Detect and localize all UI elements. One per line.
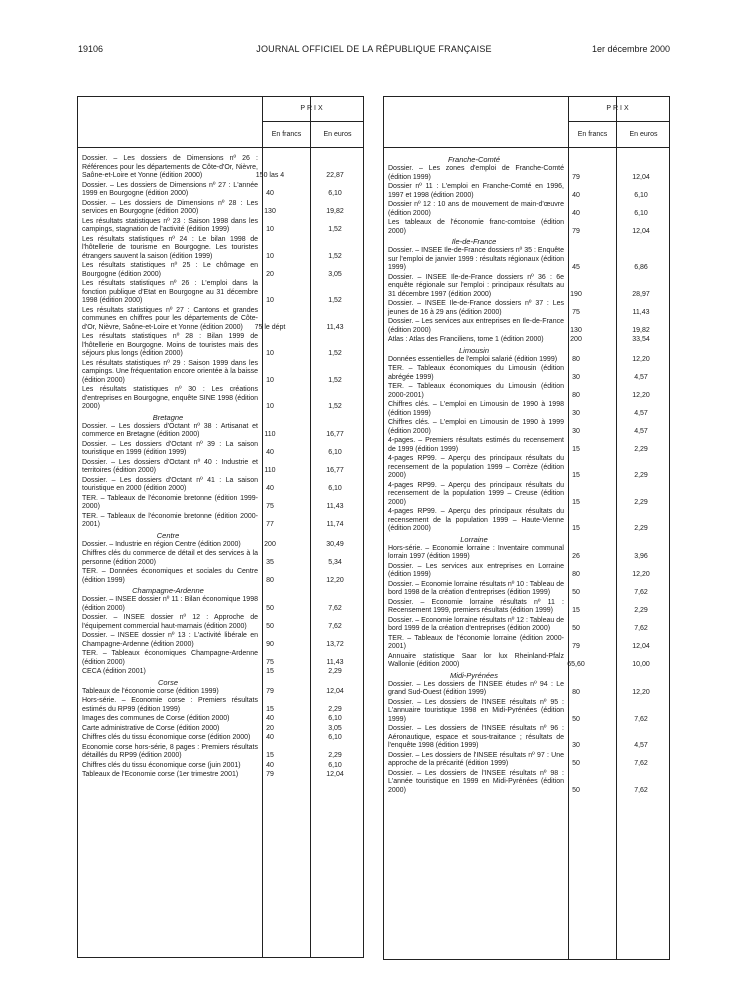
price-francs: 40 — [572, 191, 580, 199]
price-euros: 7,62 — [634, 589, 648, 596]
price-euros: 4,57 — [634, 409, 648, 417]
price-euros: 4,57 — [634, 427, 648, 435]
section-heading: Ile-de-France — [451, 237, 497, 246]
price-francs: 15 — [572, 525, 580, 532]
table-row — [78, 182, 363, 199]
price-francs: 190 — [570, 290, 582, 298]
price-euros: 7,62 — [328, 622, 342, 630]
table-row — [78, 386, 363, 412]
publication-title: Dossier. – Les dossiers de l'INSEE études nº 94 : Le grand Sud-Ouest (édition 1999) — [388, 680, 564, 696]
price-euros: 11,43 — [326, 323, 344, 331]
table-row — [384, 482, 669, 508]
publication-title: Tableaux de l'Economie corse (1er trimestre 2001) — [82, 771, 239, 778]
price-francs: 30 — [572, 373, 580, 381]
table-row — [384, 401, 669, 418]
page-header — [78, 44, 670, 56]
price-euros: 2,29 — [634, 498, 648, 506]
table-row — [78, 596, 363, 613]
table-row — [384, 681, 669, 698]
publication-title: Dossier. – INSEE Ile-de-France dossiers nº 37 : Les jeunes de 16 à 29 ans (édition 2000) — [388, 300, 564, 316]
publication-title: Dossier. – INSEE Ile-de-France dossiers nº 35 : Enquête sur l'emploi de janvier 1999 : résultats régionaux (édition 1999) — [388, 247, 564, 271]
price-euros: 3,05 — [328, 270, 342, 278]
price-euros: 7,62 — [328, 604, 342, 612]
price-francs: 50 — [266, 622, 274, 630]
table-row — [78, 725, 363, 734]
table-row — [78, 513, 363, 530]
price-francs: 40 — [266, 449, 274, 456]
table-row — [78, 632, 363, 649]
publication-title: Dossier. – Les services aux entreprises en Lorraine (édition 1999) — [388, 562, 564, 578]
table-row — [78, 200, 363, 217]
price-euros: 12,04 — [632, 227, 650, 235]
price-francs: 20 — [266, 270, 274, 278]
publication-title: Dossier. – Economie lorraine résultats nº 11 : Recensement 1999, premiers résultats (édition 1999) — [388, 598, 564, 614]
section-heading: Champagne-Ardenne — [132, 586, 204, 595]
price-francs: 90 — [266, 640, 274, 648]
publication-title: Les résultats statistiques nº 23 : Saison 1998 dans les campings, stagnation de l'activité (édition 1999) — [82, 217, 258, 233]
table-row — [384, 336, 669, 345]
publication-title: Les résultats statistiques nº 30 : Les créations d'entreprises en Bourgogne, enquête SINE 1998 (édition 2000) — [82, 386, 258, 410]
publication-title: Carte administrative de Corse (édition 2000) — [82, 724, 220, 732]
price-euros: 7,62 — [634, 625, 648, 632]
price-francs: 200 — [264, 540, 276, 548]
price-francs: 50 — [572, 625, 580, 632]
price-francs: 30 — [572, 409, 580, 417]
price-euros: 6,10 — [634, 191, 648, 199]
table-row — [384, 581, 669, 598]
price-euros: 16,77 — [326, 467, 344, 474]
price-euros: 11,74 — [326, 521, 344, 528]
price-table-right — [383, 96, 670, 960]
price-euros: 7,62 — [634, 715, 648, 723]
publication-title: Atlas : Atlas des Franciliens, tome 1 (édition 2000) — [388, 336, 544, 343]
price-euros: 12,20 — [632, 689, 650, 696]
price-francs: 10 — [266, 252, 274, 260]
publication-title: 4-pages RP99. – Aperçu des principaux résultats du recensement de la population 1999 – Haute-Vienne (édition 2000) — [388, 508, 564, 532]
publication-title: Dossier. – Les dossiers d'Octant nº 40 : Industrie et territoires (édition 2000) — [82, 458, 258, 474]
publication-title: Dossier. – Les dossiers d'Octant nº 38 : Artisanat et commerce en Bretagne (édition 2000) — [82, 422, 258, 438]
publication-title: Hors-série. – Economie corse : Premiers résultats estimés du RP99 (édition 1999) — [82, 697, 258, 713]
table-row — [384, 383, 669, 400]
publication-title: Dossier. – Les dossiers de l'INSEE résultats nº 98 : L'année touristique en 1999 en Midi-Pyrénées (édition 2000) — [388, 769, 564, 794]
price-euros: 7,62 — [634, 760, 648, 767]
publication-title: Dossier. – Economie lorraine résultats nº 12 : Tableau de bord 1999 de la création d'entreprises (édition 2000) — [388, 616, 564, 632]
price-euros: 1,52 — [328, 297, 342, 304]
price-euros: 12,04 — [326, 771, 344, 778]
table-header — [78, 97, 363, 148]
table-row — [384, 300, 669, 317]
issue-date: 1er décembre 2000 — [591, 44, 670, 54]
price-euros: 2,29 — [328, 752, 342, 759]
table-row — [384, 165, 669, 182]
publication-title: Dossier. – Les dossiers de l'INSEE résultats nº 96 : Aéronautique, espace et sous-traitance ; résultats de l'enquête 1998 (édition 1999) — [388, 725, 564, 749]
price-francs: 10 — [266, 403, 274, 410]
table-row — [384, 563, 669, 580]
section-heading: Midi-Pyrénées — [450, 670, 498, 680]
publication-title: Chiffres clés. – L'emploi en Limousin de 1990 à 1999 (édition 2000) — [388, 419, 564, 435]
price-euros: 28,97 — [632, 290, 650, 298]
publication-title: Dossier. – INSEE dossier nº 13 : L'activité libérale en Champagne-Ardenne (édition 2000) — [82, 632, 258, 648]
price-francs: 80 — [572, 355, 580, 363]
price-euros: 12,04 — [632, 173, 650, 181]
price-francs: 15 — [572, 472, 580, 479]
table-row — [384, 419, 669, 436]
publication-title: Dossier. – Les services aux entreprises en Ile-de-France (édition 2000) — [388, 318, 564, 334]
table-row — [78, 762, 363, 771]
publication-title: Dossier. – Les dossiers de Dimensions nº 27 : L'année 1999 en Bourgogne (édition 2000) — [82, 181, 258, 197]
publication-title: Dossier. – Economie lorraine résultats nº 10 : Tableau de bord 1998 de la création d'entreprises (édition 1999) — [388, 580, 564, 596]
table-row — [384, 437, 669, 454]
publication-title: 4-pages. – Premiers résultats estimés du recensement de 1999 (édition 1999) — [388, 437, 564, 453]
price-francs: 30 — [572, 742, 580, 749]
price-francs: 50 — [266, 604, 274, 612]
publication-title: Dossier. – INSEE Ile-de-France dossiers nº 36 : 6e enquête régionale sur l'emploi : principaux résultats au 31 décembre 1997 (édition 2000) — [388, 273, 564, 298]
publication-title: Les résultats statistiques nº 24 : Le bilan 1998 de l'hôtellerie de tourisme en Bourgogne. Les touristes étrangers sauvent la saison (édition 1999) — [82, 235, 258, 260]
price-euros: 7,62 — [634, 786, 648, 794]
publication-title: TER. – Tableaux économiques Champagne-Ardenne (édition 2000) — [82, 650, 258, 666]
publication-title: Données essentielles de l'emploi salarié (édition 1999) — [388, 355, 558, 363]
table-row — [78, 459, 363, 476]
publication-title: Les résultats statistiques nº 25 : Le chômage en Bourgogne (édition 2000) — [82, 262, 258, 278]
table-body — [384, 155, 669, 796]
price-euros: 2,29 — [634, 607, 648, 614]
price-euros: 3,96 — [634, 553, 648, 560]
table-row — [384, 455, 669, 481]
table-row — [384, 274, 669, 300]
table-row — [78, 668, 363, 677]
price-euros: 12,04 — [632, 643, 650, 650]
table-row — [384, 247, 669, 273]
publication-title: Images des communes de Corse (édition 2000) — [82, 715, 230, 722]
table-row — [78, 280, 363, 306]
price-francs: 10 — [266, 297, 274, 304]
publication-title: TER. – Données économiques et sociales du Centre (édition 1999) — [82, 568, 258, 584]
table-row — [78, 218, 363, 235]
price-francs: 10 — [266, 376, 274, 384]
price-euros: 2,29 — [634, 525, 648, 532]
price-francs: 77 — [266, 521, 274, 528]
price-francs: 40 — [266, 485, 274, 492]
price-francs: 150 las 4 — [255, 172, 285, 179]
publication-title: 4-pages RP99. – Aperçu des principaux résultats du recensement de la population 1999 – Corrèze (édition 2000) — [388, 455, 564, 479]
publication-title: Chiffres clés du commerce de détail et des services à la personne (édition 2000) — [82, 550, 258, 566]
publication-title: Dossier. – Les dossiers de l'INSEE résultats nº 97 : Une approche de la précarité (édition 1999) — [388, 751, 564, 767]
page-number: 19106 — [78, 44, 104, 54]
price-francs: 20 — [266, 724, 274, 732]
price-euros: 2,29 — [634, 445, 648, 453]
publication-title: Chiffres clés du tissu économique corse (juin 2001) — [82, 761, 241, 769]
section-heading: Franche-Comté — [447, 155, 501, 164]
price-francs: 40 — [266, 761, 274, 769]
journal-title: JOURNAL OFFICIEL DE LA RÉPUBLIQUE FRANÇAISE — [256, 44, 492, 54]
table-row — [384, 599, 669, 616]
table-row — [384, 508, 669, 534]
price-francs: 50 — [572, 760, 580, 767]
publication-title: Dossier. – Les zones d'emploi de Franche-Comté (édition 1999) — [388, 165, 564, 181]
publication-title: TER. – Tableaux économiques du Limousin (édition abrégée 1999) — [388, 365, 564, 381]
price-euros: 19,82 — [632, 326, 650, 334]
price-euros: 4,57 — [634, 742, 648, 749]
table-row — [78, 715, 363, 724]
euros-heading: En euros — [629, 131, 658, 138]
price-euros: 6,10 — [328, 734, 342, 741]
price-euros: 11,43 — [326, 503, 344, 510]
price-francs: 79 — [572, 643, 580, 650]
table-row — [384, 365, 669, 382]
publication-title: CECA (édition 2001) — [82, 668, 146, 675]
price-euros: 1,52 — [328, 252, 342, 260]
price-table-left — [77, 96, 364, 958]
price-euros: 6,10 — [634, 209, 648, 217]
publication-title: Les résultats statistiques nº 27 : Cantons et grandes communes en chiffres pour les départements de Côte-d'Or, Nièvre, Saône-et-Loire et Yonne (édition 2000) — [82, 306, 258, 331]
price-euros: 6,10 — [328, 449, 342, 456]
publication-title: TER. – Tableaux économiques du Limousin (édition 2000-2001) — [388, 383, 564, 399]
price-euros: 12,20 — [632, 355, 650, 363]
price-euros: 30,49 — [326, 540, 344, 548]
price-francs: 80 — [572, 571, 580, 578]
price-francs: 79 — [266, 687, 274, 695]
table-row — [78, 262, 363, 279]
table-row — [384, 725, 669, 751]
price-euros: 12,20 — [632, 571, 650, 578]
table-row — [78, 568, 363, 585]
price-euros: 6,10 — [328, 761, 342, 769]
table-row — [384, 699, 669, 725]
publication-title: TER. – Tableaux de l'économie bretonne (édition 1999-2000) — [82, 494, 258, 510]
price-euros: 22,87 — [326, 172, 344, 179]
price-francs: 130 — [264, 208, 276, 215]
price-francs: 40 — [572, 209, 580, 217]
price-francs: 79 — [572, 173, 580, 181]
price-francs: 15 — [572, 498, 580, 506]
price-euros: 11,43 — [326, 658, 344, 666]
table-row — [384, 318, 669, 335]
table-row — [384, 635, 669, 652]
price-francs: 79 — [266, 771, 274, 778]
table-row — [78, 236, 363, 262]
price-euros: 6,10 — [328, 715, 342, 722]
price-francs: 80 — [572, 689, 580, 696]
publication-title: Les résultats statistiques nº 29 : Saison 1999 dans les campings. Une fréquentation encore orientée à la baisse (édition 2000) — [82, 359, 258, 384]
price-euros: 1,52 — [328, 403, 342, 410]
table-row — [384, 617, 669, 634]
price-francs: 40 — [266, 190, 274, 197]
price-euros: 6,10 — [328, 190, 342, 197]
price-euros: 19,82 — [326, 208, 344, 215]
table-row — [78, 333, 363, 359]
table-row — [78, 155, 363, 181]
table-row — [78, 441, 363, 458]
table-row — [78, 614, 363, 631]
table-row — [384, 183, 669, 200]
price-euros: 2,29 — [634, 472, 648, 479]
price-francs: 200 — [570, 336, 582, 343]
table-row — [78, 550, 363, 567]
publication-title: Economie corse hors-série, 8 pages : Premiers résultats détaillés du RP99 (édition 2000) — [82, 743, 258, 759]
price-francs: 15 — [266, 752, 274, 759]
publication-title: Les résultats statistiques nº 26 : L'emploi dans la fonction publique d'Etat en Bourgogne au 31 décembre 1998 (édition 2000) — [82, 280, 258, 304]
table-row — [384, 201, 669, 218]
price-francs: 15 — [572, 607, 580, 614]
table-row — [384, 653, 669, 670]
price-francs: 80 — [572, 391, 580, 399]
table-row — [384, 545, 669, 562]
euros-heading: En euros — [323, 131, 352, 138]
price-francs: 40 — [266, 715, 274, 722]
table-row — [384, 770, 669, 796]
table-row — [78, 307, 363, 333]
price-francs: 15 — [266, 668, 274, 675]
section-heading: Bretagne — [152, 412, 184, 422]
price-francs: 45 — [572, 264, 580, 271]
price-euros: 5,34 — [328, 558, 342, 566]
price-francs: 35 — [266, 558, 274, 566]
price-francs: 30 — [572, 427, 580, 435]
price-francs: 130 — [570, 326, 582, 334]
price-euros: 12,20 — [632, 391, 650, 399]
table-row — [78, 771, 363, 780]
table-row — [78, 697, 363, 714]
table-body — [78, 155, 363, 781]
price-francs: 110 — [264, 467, 276, 474]
price-francs: 50 — [572, 715, 580, 723]
price-euros: 12,04 — [326, 687, 344, 695]
publication-title: Dossier. – INSEE dossier nº 11 : Bilan économique 1998 (édition 2000) — [82, 596, 258, 612]
price-euros: 10,00 — [632, 661, 650, 668]
table-row — [78, 744, 363, 761]
price-francs: 75 — [266, 658, 274, 666]
price-francs: 15 — [572, 445, 580, 453]
publication-title: Annuaire statistique Saar lor lux Rheinland-Pfalz Wallonie (édition 2000) — [388, 652, 564, 668]
price-francs: 10 — [266, 226, 274, 233]
publication-title: Tableaux de l'économie corse (édition 1999) — [82, 687, 219, 695]
price-euros: 2,29 — [328, 668, 342, 675]
table-header — [384, 97, 669, 148]
price-francs: 26 — [572, 553, 580, 560]
publication-title: Dossier nº 12 : 10 ans de mouvement de main-d'œuvre (édition 2000) — [388, 201, 564, 217]
price-francs: 75 le dépt — [254, 323, 286, 331]
price-euros: 6,86 — [634, 264, 648, 271]
price-euros: 16,77 — [326, 431, 344, 438]
table-row — [78, 360, 363, 386]
table-row — [384, 219, 669, 236]
publication-title: Dossier. – Les dossiers de Dimensions nº 28 : Les services en Bourgogne (édition 2000) — [82, 199, 258, 215]
price-francs: 10 — [266, 350, 274, 357]
section-heading: Limousin — [458, 345, 489, 355]
publication-title: Les résultats statistiques nº 28 : Bilan 1999 de l'hôtellerie en Bourgogne. Moins de touristes mais des séjours plus longs (édition 2000) — [82, 333, 258, 357]
price-francs: 80 — [266, 576, 274, 584]
publication-title: Dossier. – Les dossiers d'Octant nº 41 : La saison touristique en 2000 (édition 2000) — [82, 476, 258, 492]
publication-title: 4-pages RP99. – Aperçu des principaux résultats du recensement de la population 1999 – Creuse (édition 2000) — [388, 481, 564, 506]
price-francs: 65,60 — [567, 661, 585, 668]
section-heading: Lorraine — [460, 534, 488, 544]
publication-title: Dossier nº 11 : L'emploi en Franche-Comté en 1996, 1997 et 1998 (édition 2000) — [388, 183, 564, 199]
francs-heading: En francs — [271, 131, 302, 138]
publication-title: Chiffres clés. – L'emploi en Limousin de 1990 à 1998 (édition 1999) — [388, 401, 564, 417]
table-row — [384, 752, 669, 769]
table-row — [78, 650, 363, 667]
table-row — [78, 477, 363, 494]
table-row — [78, 423, 363, 440]
price-euros: 1,52 — [328, 226, 342, 233]
francs-heading: En francs — [577, 131, 608, 138]
price-euros: 33,54 — [632, 336, 650, 343]
price-euros: 4,57 — [634, 373, 648, 381]
price-euros: 11,43 — [632, 308, 650, 316]
price-francs: 15 — [266, 705, 274, 713]
publication-title: TER. – Tableaux de l'économie lorraine (édition 2000-2001) — [388, 634, 564, 650]
table-row — [78, 688, 363, 697]
publication-title: Dossier. – Les dossiers de l'INSEE résultats nº 95 : L'annuaire touristique 1998 en Midi-Pyrénées (édition 1999) — [388, 698, 564, 723]
price-euros: 2,29 — [328, 705, 342, 713]
publication-title: Chiffres clés du tissu économique corse (édition 2000) — [82, 734, 251, 741]
table-row — [384, 356, 669, 365]
publication-title: Dossier. – INSEE dossier nº 12 : Approche de l'équipement commercial haut-marnais (édition 2000) — [82, 614, 258, 630]
publication-title: Dossier. – Les dossiers de Dimensions nº 26 : Références pour les départements de Côte-d'Or, Nièvre, Saône-et-Loire et Yonne (édition 2000) — [82, 155, 258, 179]
price-francs: 79 — [572, 227, 580, 235]
publication-title: TER. – Tableaux de l'économie bretonne (édition 2000-2001) — [82, 512, 258, 528]
price-francs: 50 — [572, 589, 580, 596]
price-euros: 12,20 — [326, 576, 344, 584]
price-euros: 3,05 — [328, 724, 342, 732]
price-euros: 1,52 — [328, 350, 342, 357]
price-francs: 40 — [266, 734, 274, 741]
price-francs: 75 — [572, 308, 580, 316]
section-heading: Centre — [156, 530, 180, 540]
publication-title: Dossier. – Industrie en région Centre (édition 2000) — [82, 540, 241, 548]
price-euros: 6,10 — [328, 485, 342, 492]
section-heading: Corse — [157, 677, 178, 687]
publication-title: Hors-série. – Economie lorraine : Inventaire communal lorrain 1997 (édition 1999) — [388, 544, 564, 560]
price-euros: 1,52 — [328, 376, 342, 384]
price-euros: 13,72 — [326, 640, 344, 648]
price-francs: 75 — [266, 503, 274, 510]
publication-title: Les tableaux de l'économie franc-comtoise (édition 2000) — [388, 219, 564, 235]
table-row — [78, 495, 363, 512]
price-francs: 110 — [264, 431, 276, 438]
table-row — [78, 541, 363, 550]
prix-heading: PRIX — [568, 97, 669, 122]
publication-title: Dossier. – Les dossiers d'Octant nº 39 : La saison touristique en 1999 (édition 1999) — [82, 440, 258, 456]
table-row — [78, 734, 363, 743]
prix-heading: PRIX — [262, 97, 363, 122]
price-francs: 50 — [572, 786, 580, 794]
